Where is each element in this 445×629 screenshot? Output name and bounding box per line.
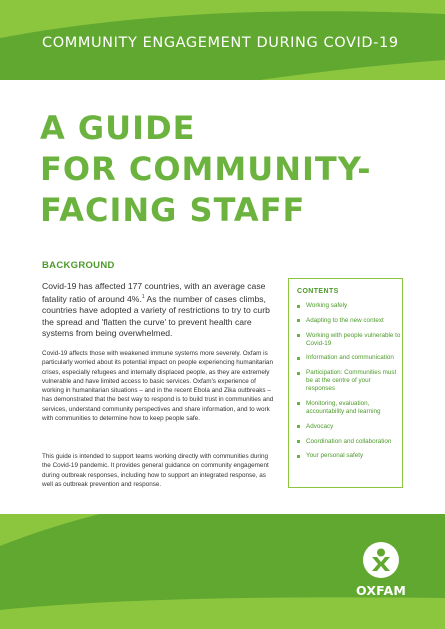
bullet-icon	[297, 455, 300, 458]
contents-item[interactable]	[297, 332, 401, 348]
body-paragraph: This guide is intended to support teams working directly with communities during the Covid-19 pandemic. It provides general guidance on community engagement during outbreak responses, including how to support an integrated response, as well as outbreak prevention and response.	[42, 453, 269, 488]
contents-item-label: Working safely	[306, 302, 348, 309]
contents-item[interactable]	[297, 302, 401, 310]
bullet-icon	[297, 357, 300, 360]
title-line: FACING STAFF	[40, 191, 306, 229]
contents-item[interactable]	[297, 400, 401, 416]
contents-title: CONTENTS	[297, 288, 339, 295]
contents-item-label: Participation: Communities must be at the centre of your responses	[306, 369, 397, 393]
contents-list	[297, 302, 401, 467]
bullet-icon	[297, 402, 300, 405]
contents-item-label: Advocacy	[306, 422, 334, 430]
contents-item-label: Adapting to the new context	[306, 316, 384, 324]
lead-text: Covid-19 has affected 177 countries, with an average case fatality ratio of around 4%.	[42, 281, 266, 305]
title-line: A GUIDE	[40, 109, 196, 147]
bullet-icon	[297, 425, 300, 428]
contents-item[interactable]	[297, 354, 401, 362]
contents-item[interactable]	[297, 317, 401, 325]
contents-item-label: Working with people vulnerable to Covid-19	[306, 331, 401, 347]
oxfam-emblem-icon	[362, 541, 400, 579]
bullet-icon	[297, 334, 300, 337]
contents-item-label: Information and communication	[306, 354, 394, 362]
title-line: FOR COMMUNITY-	[40, 150, 372, 188]
lead-text-continued: As the number of cases climbs, countries have adopted a variety of restrictions to try to curb the spread and 'flatten the curve' to prevent health care systems from being overwhelmed.	[42, 294, 270, 339]
contents-item[interactable]	[297, 438, 401, 446]
bullet-icon	[297, 305, 300, 308]
oxfam-logo[interactable]	[346, 541, 416, 605]
bullet-icon	[297, 319, 300, 322]
contents-item-label: Coordination and collaboration	[306, 437, 392, 445]
contents-item[interactable]	[297, 369, 401, 393]
contents-item-label: Your personal safety	[306, 452, 364, 460]
contents-item[interactable]	[297, 452, 401, 460]
body-paragraph: Covid-19 affects those with weakened immune systems more severely. Oxfam is particularly worried about its potential impact on people experiencing humanitarian crises, especially refugees and internally displaced people, as they are extremely vulnerable and have limited access to basic services. Oxfam's experience of working in humanitarian situations – and in the recent Ebola and Zika outbreaks – has demonstrated that the best way to respond is to build trust in communities and services, understand community perspectives and share information, and to work with communities to determine how to keep people safe.	[42, 350, 274, 423]
contents-item[interactable]	[297, 423, 401, 431]
bullet-icon	[297, 372, 300, 375]
top-banner	[0, 0, 445, 80]
contents-box	[288, 278, 403, 488]
section-heading-background: BACKGROUND	[42, 260, 115, 271]
banner-title: COMMUNITY ENGAGEMENT DURING COVID-19	[42, 35, 399, 51]
bullet-icon	[297, 440, 300, 443]
lead-paragraph	[42, 281, 277, 339]
footnote-marker: 1	[141, 294, 145, 301]
contents-item-label: Monitoring, evaluation, accountability and learning	[306, 399, 381, 415]
page-title	[40, 108, 440, 231]
oxfam-wordmark: OXFAM	[355, 583, 407, 598]
